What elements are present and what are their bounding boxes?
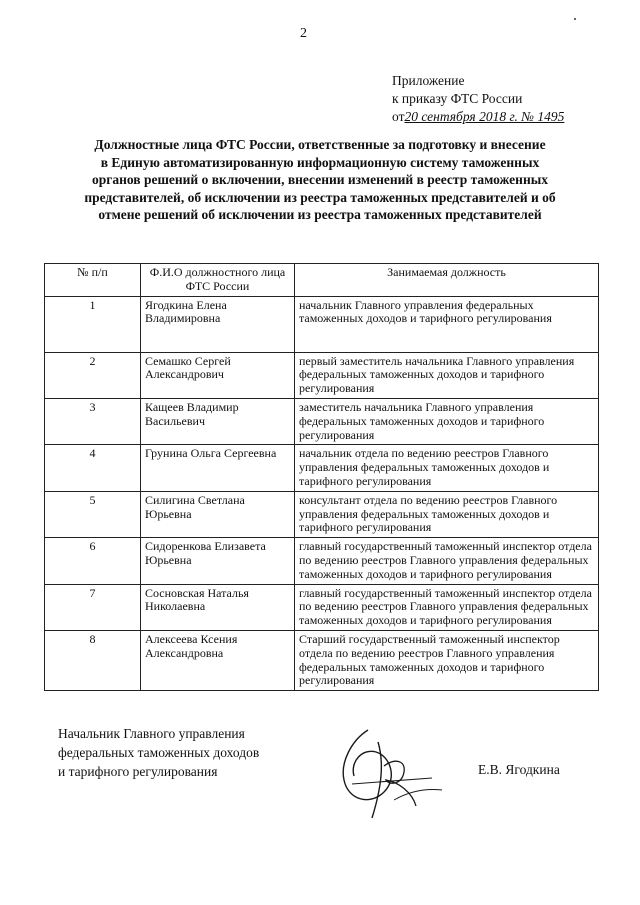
table-row: [45, 538, 599, 584]
signatory-title-line: федеральных таможенных доходов: [58, 745, 260, 760]
signatory-title-line: и тарифного регулирования: [58, 764, 218, 779]
row-position: главный государственный таможенный инспектор отдела по ведению реестров Главного управления федеральных таможенных доходов и тарифного регулирования: [295, 584, 599, 630]
header-position: Занимаемая должность: [295, 264, 599, 297]
row-name: Алексеева Ксения Александровна: [141, 630, 295, 690]
handwritten-signature: [332, 722, 450, 830]
row-index: 6: [45, 538, 141, 584]
row-name: Сидоренкова Елизавета Юрьевна: [141, 538, 295, 584]
appendix-line-2: к приказу ФТС России: [392, 91, 523, 106]
officials-table: [44, 263, 599, 691]
table-row: [45, 352, 599, 398]
row-position: Старший государственный таможенный инспектор отдела по ведению реестров Главного управления федеральных таможенных доходов и тарифного регулирования: [295, 630, 599, 690]
row-index: 3: [45, 398, 141, 444]
table-row: [45, 296, 599, 352]
signatory-name: Е.В. Ягодкина: [478, 762, 560, 777]
table-row: [45, 491, 599, 537]
row-index: 4: [45, 445, 141, 491]
signatory-title-line: Начальник Главного управления: [58, 726, 245, 741]
row-name: Кащеев Владимир Васильевич: [141, 398, 295, 444]
order-reference: 20 сентября 2018 г. № 1495: [404, 109, 565, 124]
row-name: Ягодкина Елена Владимировна: [141, 296, 295, 352]
scan-speck: [574, 18, 576, 20]
table-row: [45, 398, 599, 444]
title-line: представителей, об исключении из реестра таможенных представителей и об: [84, 189, 556, 205]
row-name: Семашко Сергей Александрович: [141, 352, 295, 398]
row-position: первый заместитель начальника Главного управления федеральных таможенных доходов и тарифного регулирования: [295, 352, 599, 398]
row-index: 7: [45, 584, 141, 630]
table-row: [45, 630, 599, 690]
row-position: главный государственный таможенный инспектор отдела по ведению реестров Главного управления федеральных таможенных доходов и тарифного регулирования: [295, 538, 599, 584]
row-index: 5: [45, 491, 141, 537]
appendix-prefix: от: [392, 109, 405, 124]
table-row: [45, 445, 599, 491]
row-index: 8: [45, 630, 141, 690]
row-position: начальник Главного управления федеральных таможенных доходов и тарифного регулирования: [295, 296, 599, 352]
table-row: [45, 584, 599, 630]
appendix-header: [392, 72, 564, 126]
appendix-line-1: Приложение: [392, 73, 465, 88]
header-name: Ф.И.О должностного лица ФТС России: [141, 264, 295, 297]
appendix-order-line: [392, 108, 564, 126]
page-number: 2: [300, 26, 307, 41]
title-line: отмене решений об исключении из реестра таможенных представителей: [98, 207, 542, 223]
row-position: начальник отдела по ведению реестров Главного управления федеральных таможенных доходов и тарифного регулирования: [295, 445, 599, 491]
title-line: Должностные лица ФТС России, ответственные за подготовку и внесение: [94, 137, 546, 152]
title-line: в Единую автоматизированную информационную систему таможенных: [100, 154, 540, 170]
table-header-row: [45, 264, 599, 297]
row-position: заместитель начальника Главного управления федеральных таможенных доходов и тарифного регулирования: [295, 398, 599, 444]
row-name: Сосновская Наталья Николаевна: [141, 584, 295, 630]
row-name: Силигина Светлана Юрьевна: [141, 491, 295, 537]
row-index: 1: [45, 296, 141, 352]
row-name: Грунина Ольга Сергеевна: [141, 445, 295, 491]
header-index: № п/п: [45, 264, 141, 297]
row-position: консультант отдела по ведению реестров Главного управления федеральных таможенных доходов и тарифного регулирования: [295, 491, 599, 537]
document-title: [44, 136, 596, 224]
signatory-title: [58, 724, 259, 781]
row-index: 2: [45, 352, 141, 398]
title-line: органов решений о включении, внесении изменений в реестр таможенных: [91, 172, 549, 188]
